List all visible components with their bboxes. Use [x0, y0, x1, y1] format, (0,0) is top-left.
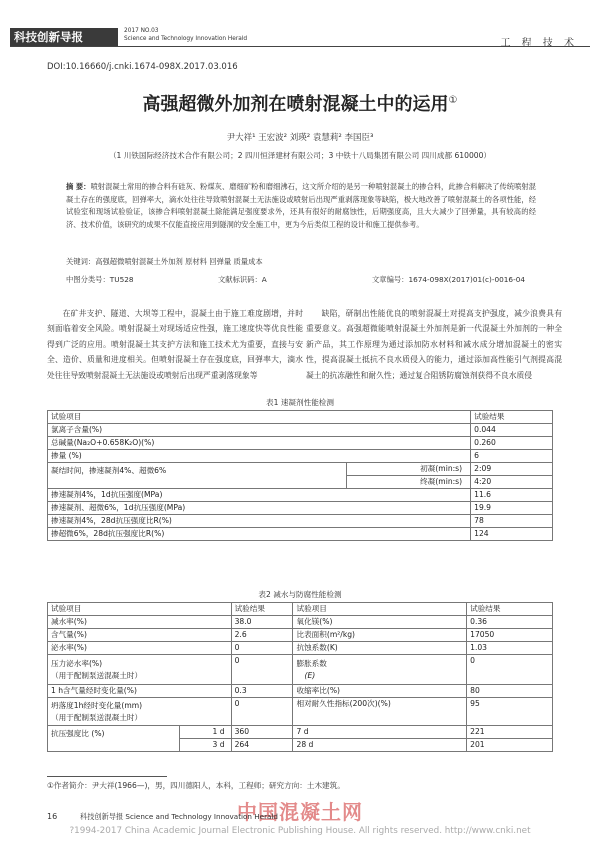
- table-row: [48, 629, 553, 642]
- body-right-column: 缺陷，研制出性能优良的喷射混凝土对提高支护强度，减少浪费具有重要意义。高强超微能喷射混凝土外加剂是新一代混凝土外加剂的一种全新产品，其工作原理为通过添加防水材料和减水成分增加混凝土的密实性，提高混凝土抵抗不良水质侵入的能力，通过添加高性能引气剂提高混凝土的抗冻融性和耐久性；通过复合阻锈防腐蚀剂获得不良水质侵: [306, 309, 562, 380]
- keywords-label: 关键词：: [66, 257, 96, 266]
- table2-header-item: 试验项目: [293, 603, 467, 616]
- table-row: [48, 489, 553, 502]
- table-row: [48, 450, 553, 463]
- abstract-label: 摘 要：: [66, 182, 91, 191]
- table-cell: 掺速凝剂、超微6%，1d抗压强度(MPa): [48, 502, 471, 515]
- table-cell: 4:20: [471, 476, 553, 489]
- abstract-text: 喷射混凝土常用的掺合料有硅灰、粉煤灰、磨细矿粉和磨细沸石，这文所介绍的是另一种喷射混凝土的掺合料，此掺合料解决了传统喷射混凝土存在的强度底，回弹率大，滴水处往往导致喷射混凝土无法施设或喷射后出现严重剥落现象等缺陷，极大地改善了喷射混凝土的各项性能，经试验室和现场试验验证，该掺合料喷射混凝土除能满足强度要求外，还具有很好的耐腐蚀性，后期强度高，且大大减少了回弹量，具有较高的经济、技术价值，该研究的成果不仅能直接应用到隧洞的安全施工中，更为今后类似工程的设计和施工提供参考。: [66, 182, 536, 229]
- table-row: [48, 603, 553, 616]
- table-cell: 221: [467, 726, 553, 739]
- body-left-column: 在矿井支护、隧道、大坝等工程中，混凝土由于施工难度剧增，并时刻面临着安全风险。喷射混凝土对现场适应性强，施工速度快等优良性能得到广泛的应用。喷射混凝土其支护方法和施工技术尤为重要，直接与安全、造价、质量和进度相关。但喷射混凝土存在强度底，回弹率大，滴水处往往导致喷射混凝土无法施设或喷射后出现严重剥落现象等: [47, 309, 303, 380]
- table-cell: 0: [231, 655, 293, 685]
- table-cell: 2.6: [231, 629, 293, 642]
- copyright-line: ?1994-2017 China Academic Journal Electronic Publishing House. All rights reserved. http://www.cnki.net: [69, 826, 531, 836]
- table-cell: 比表面积(m²/kg): [293, 629, 467, 642]
- table-cell: 收缩率比(%): [293, 685, 467, 698]
- table-row: [48, 502, 553, 515]
- table-cell: 7 d: [293, 726, 467, 739]
- page-number: 16: [47, 812, 58, 821]
- table-cell: 掺速凝剂4%，28d抗压强度比R(%): [48, 515, 471, 528]
- table-row: [48, 616, 553, 629]
- table-cell: 0: [231, 642, 293, 655]
- table-cell: 0.044: [471, 424, 553, 437]
- table-cell: 初凝(min:s): [347, 463, 471, 476]
- table-cell: 0.260: [471, 437, 553, 450]
- table-row: [48, 528, 553, 541]
- table2-header-item: 试验项目: [48, 603, 232, 616]
- journal-tag: 科技创新导报: [10, 28, 118, 46]
- cell-line: 膨胀系数: [296, 658, 327, 668]
- table1: [47, 410, 553, 541]
- table-cell: 124: [471, 528, 553, 541]
- table-cell: 78: [471, 515, 553, 528]
- table-cell: 抗压强度比 (%): [48, 726, 180, 752]
- table-cell: 1 d: [179, 726, 231, 739]
- table-cell: 终凝(min:s): [347, 476, 471, 489]
- watermark: 中国混凝土网: [237, 800, 363, 824]
- table-cell: 19.9: [471, 502, 553, 515]
- table-cell: 0: [467, 655, 553, 685]
- table-cell: 掺量 (%): [48, 450, 471, 463]
- journal-english-name: Science and Technology Innovation Herald: [124, 36, 248, 42]
- table-row: [48, 698, 553, 726]
- table-row: [48, 463, 553, 476]
- title-text: 高强超微外加剂在喷射混凝土中的运用: [142, 94, 449, 115]
- table-cell: 17050: [467, 629, 553, 642]
- table1-header-item: 试验项目: [48, 411, 471, 424]
- journal-issue: 2017 NO.03: [124, 28, 159, 34]
- table-row: [48, 515, 553, 528]
- table-cell: 减水率(%): [48, 616, 232, 629]
- table-cell: 含气量(%): [48, 629, 232, 642]
- table-cell: 11.6: [471, 489, 553, 502]
- cell-line: 坍落度1h经时变化量(mm): [51, 700, 143, 710]
- affiliations: （1 川铁国际经济技术合作有限公司；2 四川恒泽建材有限公司；3 中铁十八局集团有限公司 四川成都 610000）: [108, 151, 492, 160]
- title-footnote-mark: ①: [448, 95, 458, 106]
- table-cell: 0.3: [231, 685, 293, 698]
- keywords-text: 高强超微喷射混凝土外加剂 原材料 回弹量 质量成本: [95, 257, 263, 266]
- table-row: [48, 437, 553, 450]
- cell-line: (E): [304, 670, 316, 680]
- doi: DOI:10.16660/j.cnki.1674-098X.2017.03.016: [47, 62, 238, 72]
- table-cell: [293, 655, 467, 685]
- header-divider: [10, 46, 590, 47]
- section-label: 工 程 技 术: [500, 38, 578, 49]
- table-cell: 1.03: [467, 642, 553, 655]
- table-cell: 38.0: [231, 616, 293, 629]
- table2: [47, 602, 553, 752]
- table-row: [48, 424, 553, 437]
- table-cell: 凝结时间，掺速凝剂4%、超微6%: [48, 463, 347, 489]
- table1-caption: 表1 速凝剂性能检测: [266, 398, 334, 407]
- table-cell: 氯离子含量(%): [48, 424, 471, 437]
- table-row: [48, 726, 553, 739]
- keywords: [66, 257, 536, 267]
- journal-issue-block: [124, 27, 247, 43]
- table-cell: 6: [471, 450, 553, 463]
- table-cell: 360: [231, 726, 293, 739]
- table-cell: 相对耐久性指标(200次)(%): [293, 698, 467, 726]
- footer-journal: 科技创新导报 Science and Technology Innovation Herald: [80, 812, 278, 821]
- table-cell: [48, 655, 232, 685]
- cell-line: （用于配制泵送混凝土时）: [51, 670, 143, 680]
- cell-line: 压力泌水率(%): [51, 658, 103, 668]
- document-code: 文献标识码：A: [218, 275, 267, 284]
- table-cell: 2:09: [471, 463, 553, 476]
- author-footnote: ①作者简介：尹大祥(1966—)，男，四川德阳人，本科，工程师；研究方向：土木建筑。: [47, 781, 345, 790]
- footnote-divider: [47, 776, 167, 777]
- table-cell: 抗蚀系数(K): [293, 642, 467, 655]
- table-cell: 掺超微6%，28d抗压强度比R(%): [48, 528, 471, 541]
- table2-header-result: 试验结果: [467, 603, 553, 616]
- table2-header-result: 试验结果: [231, 603, 293, 616]
- table-cell: 泌水率(%): [48, 642, 232, 655]
- table-cell: [48, 698, 232, 726]
- table-cell: 28 d: [293, 739, 467, 752]
- table-cell: 总碱量(Na₂O+0.658K₂O)(%): [48, 437, 471, 450]
- table-row: [48, 655, 553, 685]
- cell-line: （用于配制泵送混凝土时）: [51, 712, 143, 722]
- table-cell: 0.36: [467, 616, 553, 629]
- abstract: [66, 181, 536, 231]
- table-cell: 95: [467, 698, 553, 726]
- authors: 尹大祥¹ 王宏波² 刘瑛² 袁慧莉² 李国臣³: [226, 133, 374, 143]
- table-cell: 201: [467, 739, 553, 752]
- table-cell: 1 h含气量经时变化量(%): [48, 685, 232, 698]
- table-cell: 3 d: [179, 739, 231, 752]
- table-cell: 264: [231, 739, 293, 752]
- article-number: 文章编号：1674-098X(2017)01(c)-0016-04: [372, 275, 525, 284]
- table1-header-result: 试验结果: [471, 411, 553, 424]
- table-cell: 掺速凝剂4%，1d抗压强度(MPa): [48, 489, 471, 502]
- clc-number: 中图分类号：TU528: [66, 275, 134, 284]
- table-row: [48, 642, 553, 655]
- table-cell: 0: [231, 698, 293, 726]
- table-row: [48, 411, 553, 424]
- table-cell: 氧化镁(%): [293, 616, 467, 629]
- table-cell: 80: [467, 685, 553, 698]
- table-row: [48, 685, 553, 698]
- table2-caption: 表2 减水与防腐性能检测: [258, 590, 342, 599]
- paper-title: [0, 90, 600, 116]
